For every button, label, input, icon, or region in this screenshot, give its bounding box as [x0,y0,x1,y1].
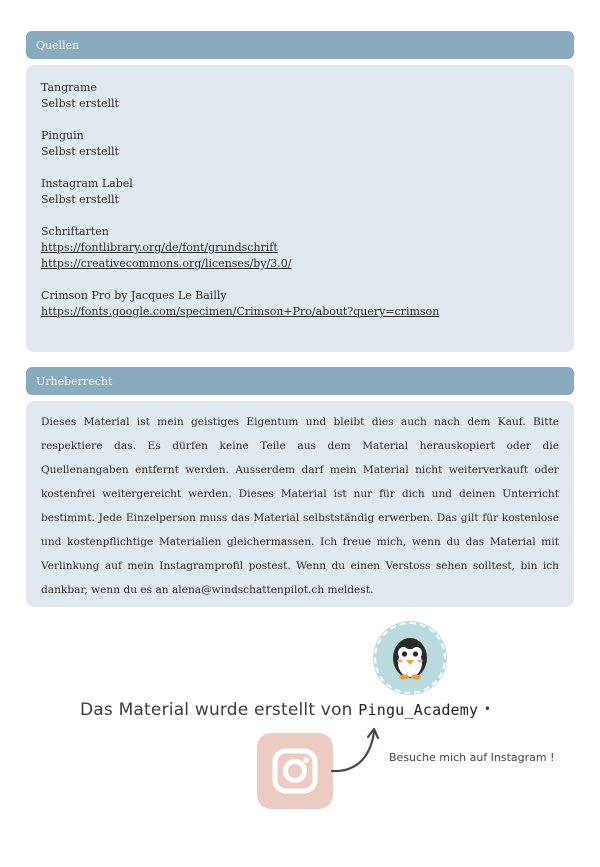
curved-arrow-icon [330,724,380,776]
credit-prefix: Das Material wurde erstellt von [80,700,353,720]
source-line: Selbst erstellt [41,97,119,110]
source-link-google-fonts[interactable]: https://fonts.google.com/specimen/Crimson+Pro/about?query=crimson [41,305,440,318]
copyright-title: Urheberrecht [36,375,113,388]
source-group-crimson-pro [41,288,559,320]
penguin-icon [376,624,444,692]
source-title: Schriftarten [41,225,109,238]
instagram-logo[interactable] [257,733,333,809]
credit-bullet: • [483,702,492,716]
credit-line [80,700,491,720]
source-group-pinguin [41,128,559,160]
copyright-header [26,367,574,395]
source-line: Selbst erstellt [41,193,119,206]
source-title: Tangrame [41,81,97,94]
source-link-creativecommons[interactable]: https://creativecommons.org/licenses/by/3.0/ [41,257,292,270]
source-link-fontlibrary[interactable]: https://fontlibrary.org/de/font/grundschrift [41,241,278,254]
source-title: Instagram Label [41,177,133,190]
copyright-panel [26,401,574,607]
instagram-icon [257,733,333,809]
sources-title: Quellen [36,39,80,52]
source-group-fonts [41,224,559,272]
source-title: Crimson Pro by Jacques Le Bailly [41,289,227,302]
sources-panel [26,65,574,352]
source-title: Pinguin [41,129,84,142]
penguin-logo [374,622,446,694]
brand-name: Pingu_Academy [358,701,479,719]
instagram-note: Besuche mich auf Instagram ! [389,751,555,764]
source-group-instagram-label [41,176,559,208]
copyright-text: Dieses Material ist mein geistiges Eigentum und bleibt dies auch nach dem Kauf. Bitte respektiere das. Es dürfen keine Teile aus dem Material herauskopiert oder die Quellenangaben entfernt werden. Ausserdem darf mein Material nicht weiterverkauft oder kostenfrei weitergereicht werden. Dieses Material ist nur für dich und deinen Unterricht bestimmt. Jede Einzelperson muss das Material selbstständig erwerben. Das gilt für kostenlose und kostenpflichtige Materialien gleichermassen. Ich freue mich, wenn du das Material mit Verlinkung auf mein Instagramprofil postest. Wenn du einen Verstoss sehen solltest, bin ich dankbar, wenn du es an alena@windschattenpilot.ch meldest. [41,416,559,596]
source-group-tangrame [41,80,559,112]
sources-header [26,31,574,59]
source-line: Selbst erstellt [41,145,119,158]
